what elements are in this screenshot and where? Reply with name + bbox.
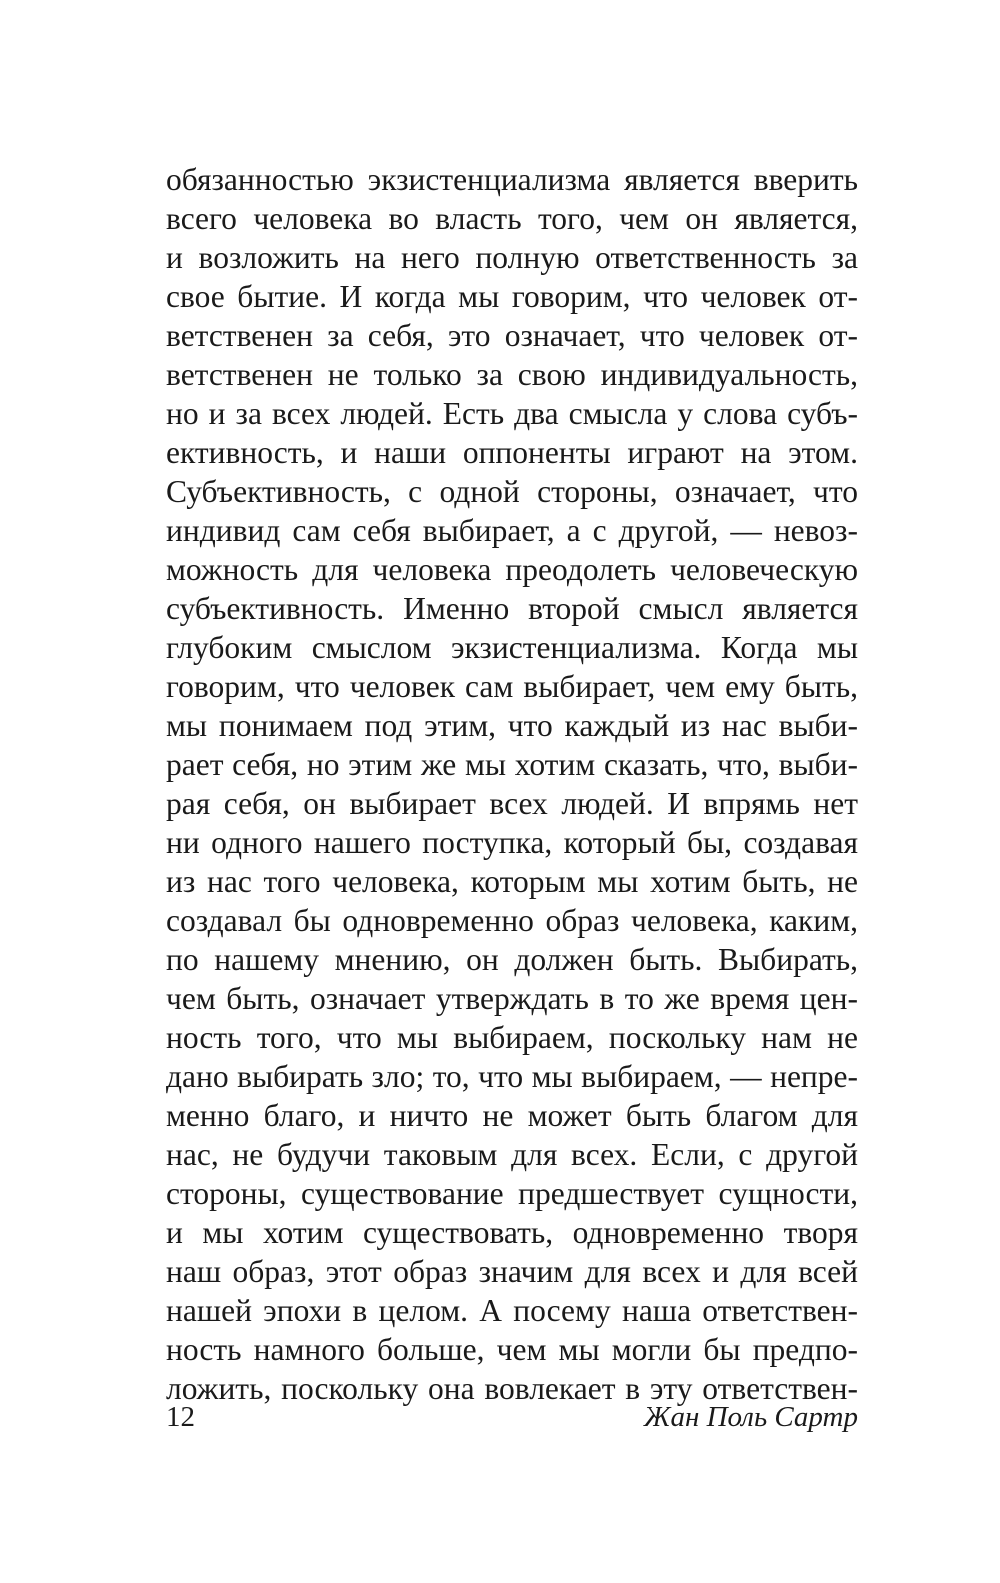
text-line: свое бытие. И когда мы говорим, что человек от- [166,279,858,314]
body-text [166,160,858,1408]
text-line: менно благо, и ничто не может быть благом для [166,1098,858,1133]
text-line: чем быть, означает утверждать в то же время цен- [166,981,858,1016]
text-line: по нашему мнению, он должен быть. Выбирать, [166,942,858,977]
text-line: рая себя, он выбирает всех людей. И впрямь нет [166,786,858,821]
text-line: Субъективность, с одной стороны, означает, что [166,474,858,509]
text-line: ветственен не только за свою индивидуальность, [166,357,858,392]
text-line: глубоким смыслом экзистенциализма. Когда мы [166,630,858,665]
text-line: и возложить на него полную ответственность за [166,240,858,275]
text-line: ложить, поскольку она вовлекает в эту ответствен- [166,1371,858,1406]
text-line: из нас того человека, которым мы хотим быть, не [166,864,858,899]
page-footer [166,1397,858,1437]
text-line: дано выбирать зло; то, что мы выбираем, — непре- [166,1059,858,1094]
text-line: наш образ, этот образ значим для всех и для всей [166,1254,858,1289]
text-line: субъективность. Именно второй смысл является [166,591,858,626]
text-line: ность намного больше, чем мы могли бы предпо- [166,1332,858,1367]
text-line: нас, не будучи таковым для всех. Если, с другой [166,1137,858,1172]
text-line: но и за всех людей. Есть два смысла у слова субъ- [166,396,858,431]
text-line: и мы хотим существовать, одновременно творя [166,1215,858,1250]
text-line: ность того, что мы выбираем, поскольку нам не [166,1020,858,1055]
text-line: говорим, что человек сам выбирает, чем ему быть, [166,669,858,704]
text-line: ни одного нашего поступка, который бы, создавая [166,825,858,860]
running-title: Жан Поль Сартр [643,1401,858,1433]
text-line: ективность, и наши оппоненты играют на этом. [166,435,858,470]
text-line: стороны, существование предшествует сущности, [166,1176,858,1211]
text-line: создавал бы одновременно образ человека, каким, [166,903,858,938]
page-number: 12 [166,1401,195,1433]
text-line: обязанностью экзистенциализма является вверить [166,162,858,197]
text-line: можность для человека преодолеть человеческую [166,552,858,587]
text-line: рает себя, но этим же мы хотим сказать, что, выби- [166,747,858,782]
text-line: ветственен за себя, это означает, что человек от- [166,318,858,353]
text-line: нашей эпохи в целом. А посему наша ответствен- [166,1293,858,1328]
text-line: всего человека во власть того, чем он является, [166,201,858,236]
text-line: мы понимаем под этим, что каждый из нас выби- [166,708,858,743]
text-line: индивид сам себя выбирает, а с другой, — невоз- [166,513,858,548]
